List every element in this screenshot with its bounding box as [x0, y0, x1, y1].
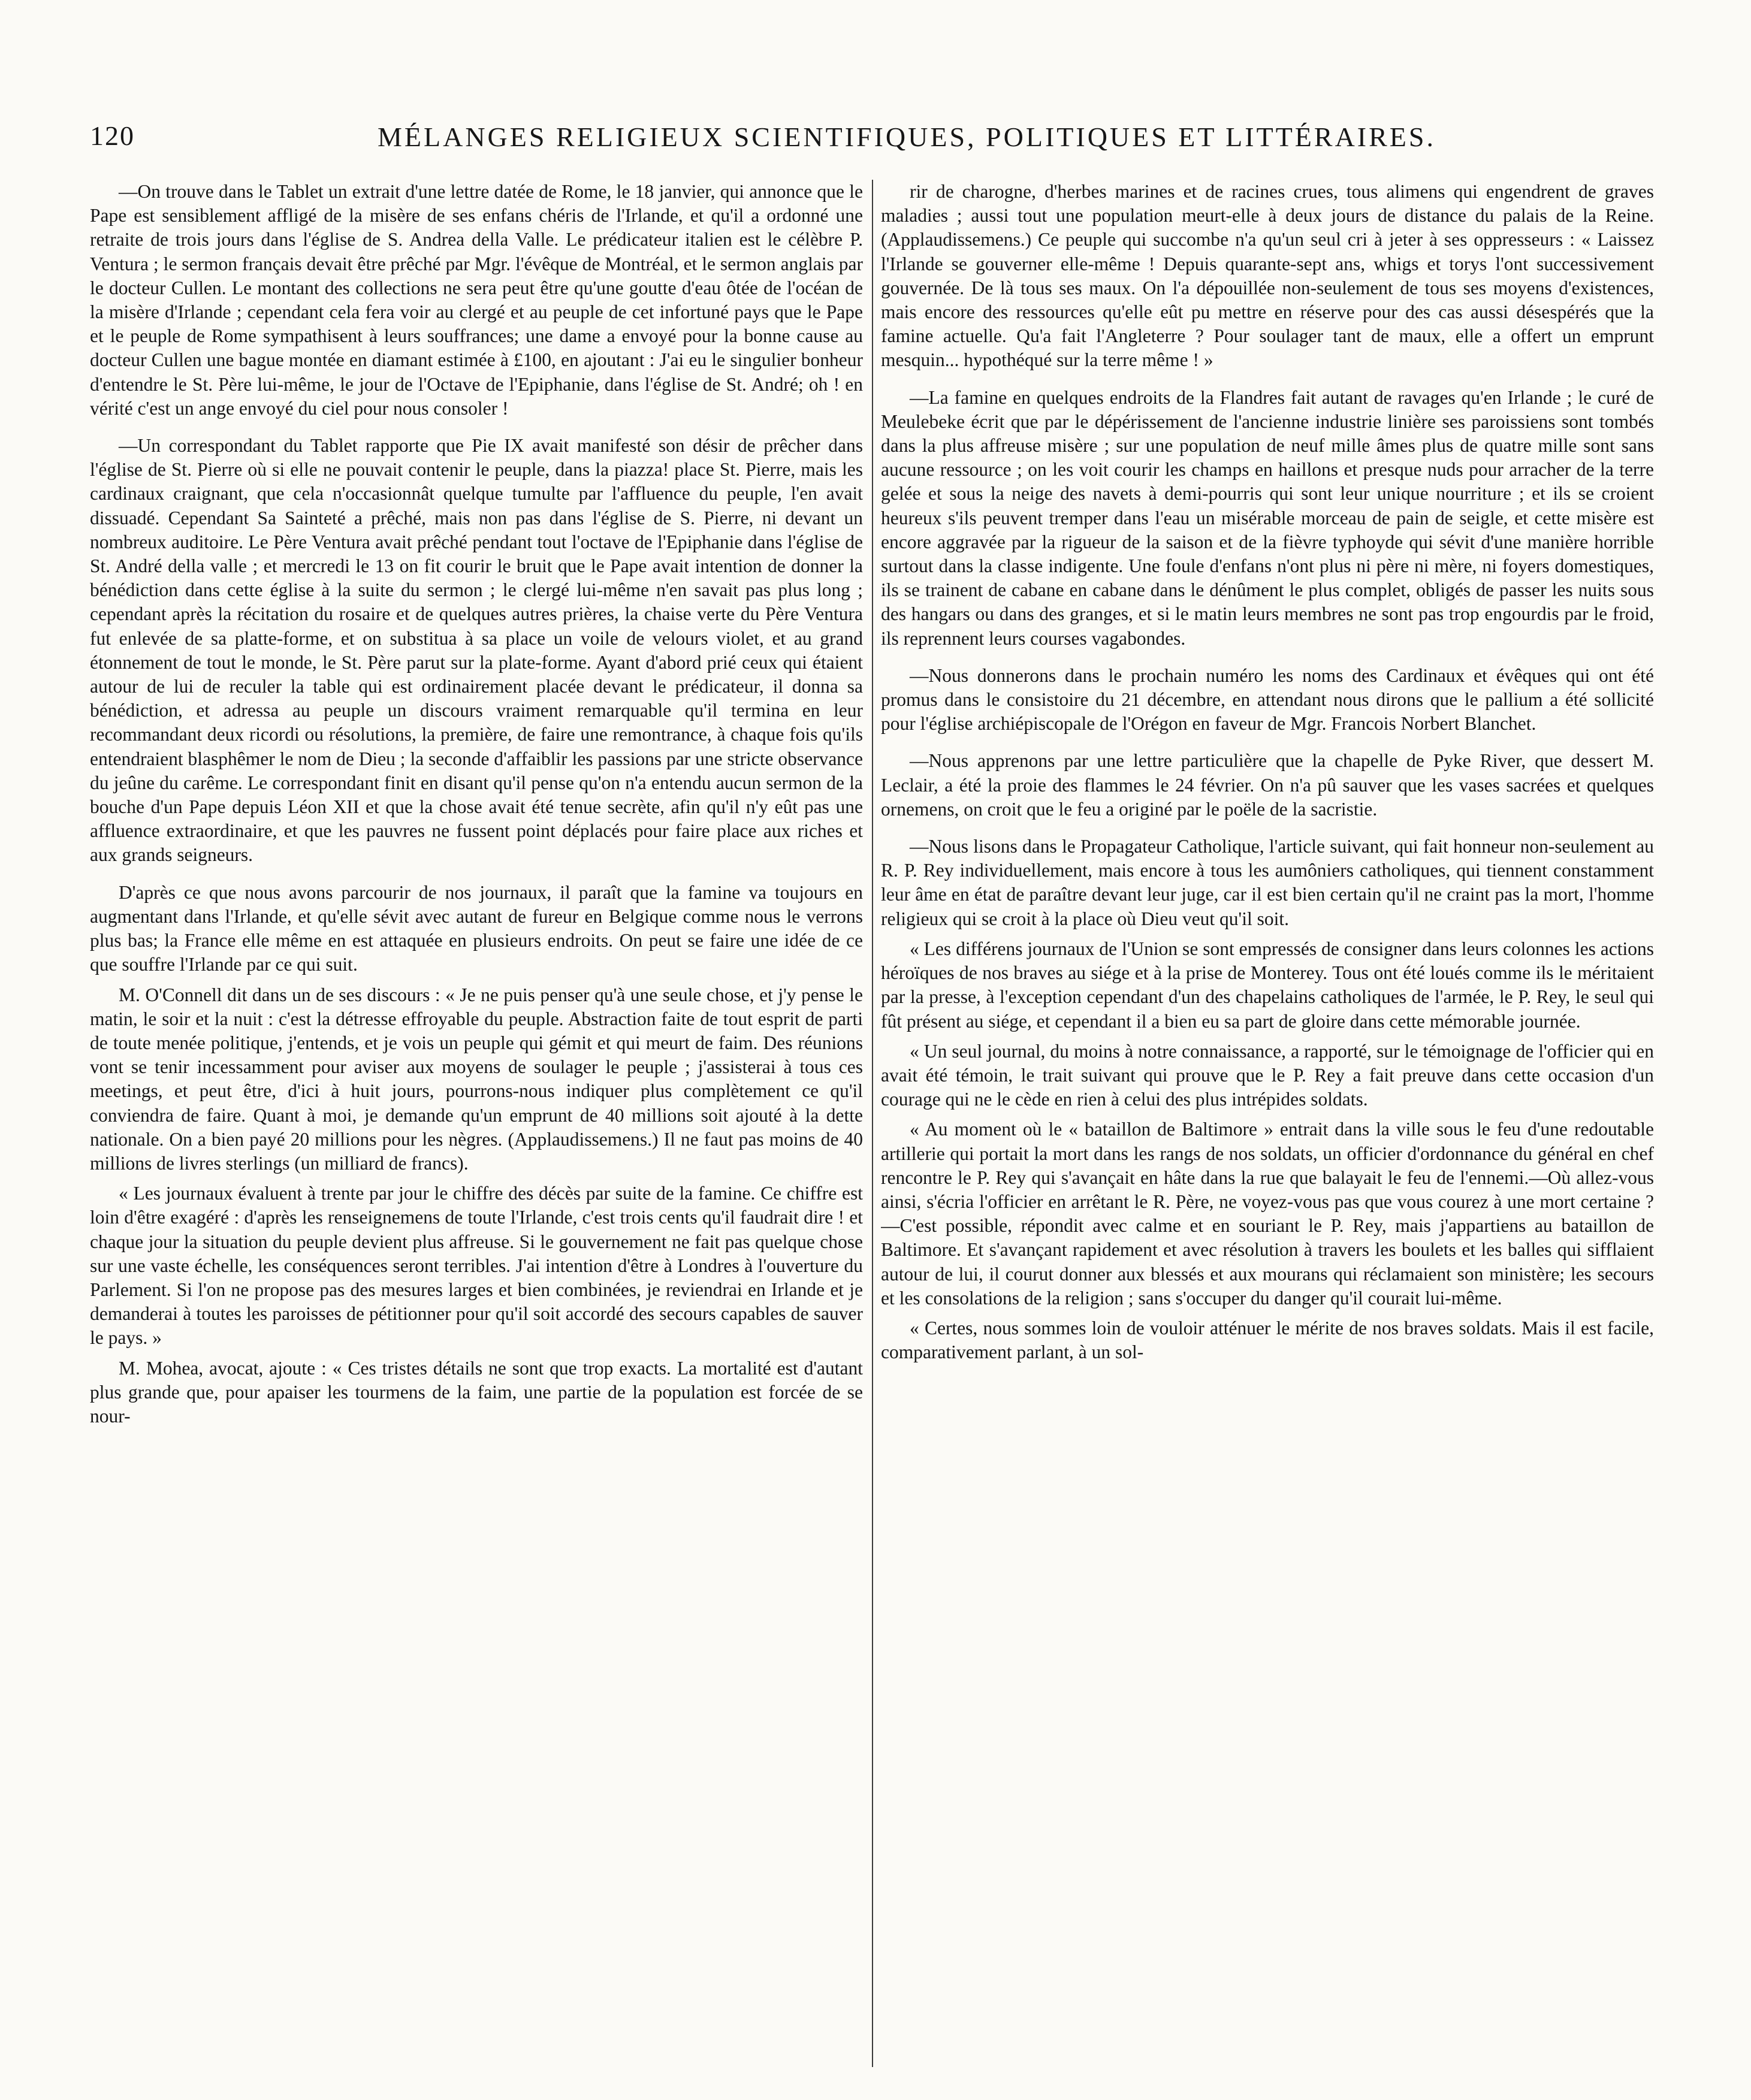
article-paragraph: —Nous donnerons dans le prochain numéro les noms des Cardinaux et évêques qui ont été promus dans le consistoire du 21 décembre, en attendant nous dirons que le pallium a été sollicité pour l'église archiépiscopale de l'Orégon en faveur de Mgr. Francois Norbert Blanchet.: [881, 664, 1654, 735]
article-paragraph: D'après ce que nous avons parcourir de nos journaux, il paraît que la famine va toujours en augmentant dans l'Irlande, et qu'elle sévit avec autant de fureur en Belgique comme nous le verrons plus bas; la France elle même en est attaquée en plusieurs endroits. On peut se faire une idée de ce que souffre l'Irlande par ce qui suit.: [90, 881, 863, 975]
article-paragraph: rir de charogne, d'herbes marines et de racines crues, tous alimens qui engendrent de graves maladies ; aussi tout une population meurt-elle à deux jours de distance du palais de la Reine. (Applaudissemens.) Ce peuple qui succombe n'a qu'un seul cri à jeter à ses oppresseurs : « Laissez l'Irlande se gouverner elle-même ! Depuis quarante-sept ans, whigs et torys l'ont successivement gouvernée. De là tous ses maux. On l'a dépouillée non-seulement de tous ses moyens d'existences, mais encore des ressources qu'elle eût pu mettre en réserve pour des cas aussi désespérés que la famine actuelle. Qu'a fait l'Angleterre ? Pour soulager tant de maux, elle a offert un emprunt mesquin... hypothéqué sur la terre même ! »: [881, 181, 1654, 371]
article-paragraph: —Nous apprenons par une lettre particulière que la chapelle de Pyke River, que dessert M. Leclair, a été la proie des flammes le 24 février. On n'a pû sauver que les vases sacrées et quelques ornemens, on croit que le feu a originé par le poële de la sacristie.: [881, 750, 1654, 820]
article-paragraph: —La famine en quelques endroits de la Flandres fait autant de ravages qu'en Irlande ; le curé de Meulebeke écrit que par le dépérissement de l'ancienne industrie linière ses paroissiens sont tombés dans la plus affreuse misère ; sur une population de neuf mille âmes plus de quatre mille sont sans aucune ressource ; on les voit courir les champs en haillons et presque nuds pour arracher de la terre gelée et sous la neige des navets à demi-pourris qui sont leur unique nourriture ; et ils se croient heureux s'ils peuvent tremper dans l'eau un misérable morceau de pain de seigle, et cette misère est encore aggravée par la rigueur de la saison et de la fièvre typhoyde qui sévit d'une manière horrible surtout dans la classe indigente. Une foule d'enfans n'ont plus ni père ni mère, ni foyers domestiques, ils se trainent de cabane en cabane dans le dénûment le plus complet, obligés de passer les nuits sous des hangars ou dans des granges, et si le matin leurs membres ne sont pas trop engourdis par le froid, ils reprennent leurs courses vagabondes.: [881, 386, 1654, 649]
column-divider: [872, 180, 873, 2067]
article-paragraph: —Nous lisons dans le Propagateur Catholique, l'article suivant, qui fait honneur non-seulement au R. P. Rey individuellement, mais encore à tous les aumôniers catholiques, qui tiennent constamment leur âme en état de paraître devant leur juge, car il est bien certain qu'il ne craint pas la mort, l'homme religieux qui se croit à la place où Dieu veut qu'il soit.: [881, 836, 1654, 929]
article-paragraph: —On trouve dans le Tablet un extrait d'une lettre datée de Rome, le 18 janvier, qui annonce que le Pape est sensiblement affligé de la misère de ses enfans chéris de l'Irlande, et qu'il a ordonné une retraite de trois jours dans l'église de S. Andrea della Valle. Le prédicateur italien est le célèbre P. Ventura ; le sermon français devait être prêché par Mgr. l'évêque de Montréal, et le sermon anglais par le docteur Cullen. Le montant des collections ne sera peut être qu'une goutte d'eau ôtée de l'océan de la misère d'Irlande ; cependant cela fera voir au clergé et au peuple de cet infortuné pays que le Pape et le peuple de Rome sympathisent à leurs souffrances; une dame a envoyé pour la bonne cause au docteur Cullen une bague montée en diamant estimée à £100, en ajoutant : J'ai eu le singulier bonheur d'entendre le St. Père lui-même, le jour de l'Octave de l'Epiphanie, dans l'église de St. André; oh ! en vérité c'est un ange envoyé du ciel pour nous consoler !: [90, 181, 863, 419]
article-paragraph: « Certes, nous sommes loin de vouloir atténuer le mérite de nos braves soldats. Mais il est facile, comparativement parlant, à un sol-: [881, 1317, 1654, 1363]
page-header: [90, 120, 1648, 174]
article-paragraph: —Un correspondant du Tablet rapporte que Pie IX avait manifesté son désir de prêcher dans l'église de St. Pierre où si elle ne pouvait contenir le peuple, dans la piazza! place St. Pierre, mais les cardinaux craignant, que cela n'occasionnât quelque tumulte par l'affluence du peuple, l'en avait dissuadé. Cependant Sa Sainteté a prêché, mais non pas dans l'église de S. Pierre, ni devant un nombreux auditoire. Le Père Ventura avait prêché pendant tout l'octave de l'Epiphanie dans l'église de St. André della valle ; et mercredi le 13 on fit courir le bruit que le Pape avait intention de donner la bénédiction dans cette église à la suite du sermon ; le clergé lui-même n'en savait pas plus long ; cependant après la récitation du rosaire et de quelques autres prières, la chaise verte du Père Ventura fut enlevée de sa platte-forme, et on substitua à sa place un voile de velours violet, et au grand étonnement de tout le monde, le St. Père parut sur la plate-forme. Ayant d'abord prié ceux qui étaient autour de lui de reculer la table qui est ordinairement placée devant le prédicateur, il donna sa bénédiction, et adressa au peuple un discours vraiment remarquable qu'il termina en leur recommandant deux ricordi ou résolutions, la première, de faire une remontrance, à chaque fois qu'ils entendraient blasphêmer le nom de Dieu ; la seconde d'affaiblir les passions par une stricte observance du jeûne du carême. Le correspondant finit en disant qu'il pense qu'on n'a entendu aucun sermon de la bouche d'un Pape depuis Léon XII et que la chose avait été tenue secrète, afin qu'il n'y eût pas une affluence extraordinaire, et que les pauvres ne fussent point déplacés pour faire place aux riches et aux grands seigneurs.: [90, 435, 863, 866]
article-paragraph: M. O'Connell dit dans un de ses discours : « Je ne puis penser qu'à une seule chose, et j'y pense le matin, le soir et la nuit : c'est la détresse effroyable du peuple. Abstraction faite de tout esprit de parti de toute menée politique, j'entends, et je vois un peuple qui gémit et qui meurt de faim. Des réunions vont se tenir incessamment pour aviser aux moyens de soulager le peuple ; j'assisterai à tous ces meetings, et peut être, d'ici à huit jours, pourrons-nous indiquer plus complètement ce qu'il conviendra de faire. Quant à moi, je demande qu'un emprunt de 40 millions soit ajouté à la dette nationale. On a bien payé 20 millions pour les nègres. (Applaudissemens.) Il ne faut pas moins de 40 millions de livres sterlings (un milliard de francs).: [90, 984, 863, 1174]
left-column: [90, 180, 863, 2067]
right-column: [881, 180, 1654, 2067]
article-paragraph: M. Mohea, avocat, ajoute : « Ces tristes détails ne sont que trop exacts. La mortalité est d'autant plus grande que, pour apaiser les tourmens de la faim, une partie de la population est forcée de se nour-: [90, 1357, 863, 1427]
article-paragraph: « Un seul journal, du moins à notre connaissance, a rapporté, sur le témoignage de l'officier qui en avait été témoin, le trait suivant qui prouve que le P. Rey a fait preuve dans cette occasion d'un courage qui ne le cède en rien à celui des plus intrépides soldats.: [881, 1040, 1654, 1110]
article-paragraph: « Les journaux évaluent à trente par jour le chiffre des décès par suite de la famine. Ce chiffre est loin d'être exagéré : d'après les renseignemens de toute l'Irlande, c'est trois cents qu'il faudrait dire ! et chaque jour la situation du peuple devient plus affreuse. Si le gouvernement ne fait pas quelque chose sur une vaste échelle, les conséquences seront terribles. J'ai intention d'être à Londres à l'ouverture du Parlement. Si l'on ne propose pas des mesures larges et bien combinées, je reviendrai en Irlande et je demanderai à toutes les paroisses de pétitionner pour qu'il soit accordé des secours capables de sauver le pays. »: [90, 1183, 863, 1349]
page-number: 120: [90, 120, 135, 151]
article-paragraph: « Au moment où le « bataillon de Baltimore » entrait dans la ville sous le feu d'une redoutable artillerie qui portait la mort dans les rangs de nos soldats, un officier d'ordonnance du général en chef rencontre le P. Rey qui s'avançait en hâte dans la rue que balayait le feu de l'ennemi.—Où allez-vous ainsi, s'écria l'officier en arrêtant le R. Père, ne voyez-vous pas que vous courez à une mort certaine ?—C'est possible, répondit avec calme et en souriant le P. Rey, mais j'appartiens au bataillon de Baltimore. Et s'avançant rapidement et avec résolution à travers les boulets et les balles qui sifflaient autour de lui, il courut donner aux blessés et aux mourans qui réclamaient son ministère; les secours et les consolations de la religion ; sans s'occuper du danger qu'il courait lui-même.: [881, 1119, 1654, 1309]
article-paragraph: « Les différens journaux de l'Union se sont empressés de consigner dans leurs colonnes les actions héroïques de nos braves au siége et à la prise de Monterey. Tous ont été loués comme ils le méritaient par la presse, à l'exception cependant d'un des chapelains catholiques de l'armée, le P. Rey, le seul qui fût présent au siége, et cependant il a bien eu sa part de gloire dans cette mémorable journée.: [881, 938, 1654, 1032]
running-title: MÉLANGES RELIGIEUX SCIENTIFIQUES, POLITIQUES ET LITTÉRAIRES.: [378, 122, 1436, 152]
